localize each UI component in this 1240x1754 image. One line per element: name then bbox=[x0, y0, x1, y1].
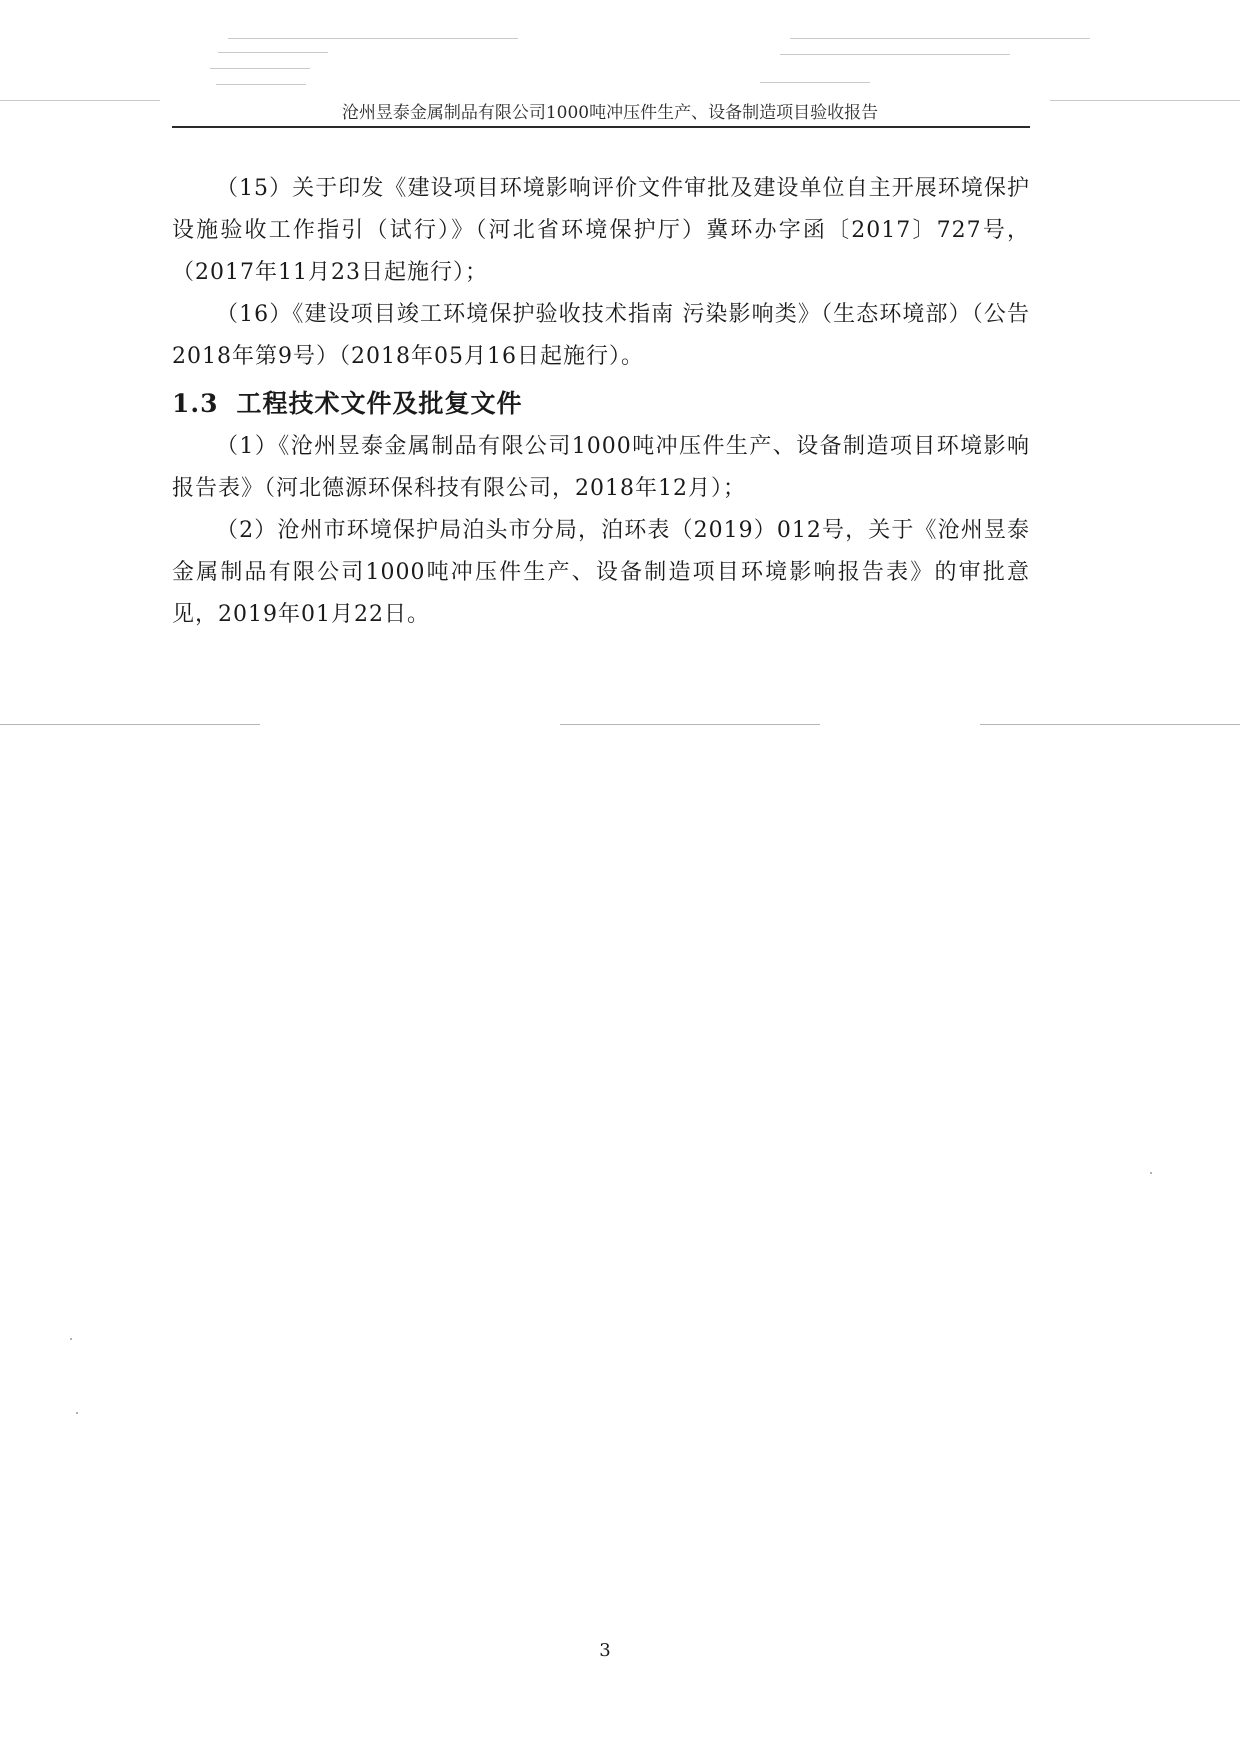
running-header-title: 沧州昱泰金属制品有限公司1000吨冲压件生产、设备制造项目验收报告 bbox=[341, 103, 879, 123]
scan-speck bbox=[1150, 1172, 1152, 1174]
scan-artifact-line bbox=[980, 724, 1240, 725]
section-title: 工程技术文件及批复文件 bbox=[236, 389, 523, 418]
scan-artifact-line bbox=[218, 52, 328, 53]
scan-artifact-line bbox=[210, 68, 310, 69]
scan-artifact-line bbox=[790, 38, 1090, 39]
scan-speck bbox=[76, 1412, 78, 1414]
section-number: 1.3 bbox=[172, 389, 219, 418]
technical-document-item-1: （1）《沧州昱泰金属制品有限公司1000吨冲压件生产、设备制造项目环境影响报告表》（河北德源环保科技有限公司，2018年12月）； bbox=[172, 434, 1030, 501]
scan-artifact-line bbox=[228, 38, 518, 39]
scan-artifact-line bbox=[0, 100, 160, 101]
scan-artifact-line bbox=[780, 54, 1010, 55]
scan-artifact-line bbox=[1050, 100, 1240, 101]
scan-artifact-line bbox=[560, 724, 820, 725]
page-number: 3 bbox=[599, 1640, 611, 1661]
reference-item-15: （15）关于印发《建设项目环境影响评价文件审批及建设单位自主开展环境保护设施验收工作指引（试行）》（河北省环境保护厅）冀环办字函〔2017〕727号，（2017年11月23日起施行）； bbox=[172, 176, 1030, 285]
technical-document-item-2: （2）沧州市环境保护局泊头市分局，泊环表（2019）012号，关于《沧州昱泰金属制品有限公司1000吨冲压件生产、设备制造项目环境影响报告表》的审批意见，2019年01月22日。 bbox=[172, 518, 1030, 627]
document-body bbox=[172, 168, 1030, 636]
scan-artifact-line bbox=[216, 84, 306, 85]
scan-speck bbox=[70, 1338, 72, 1340]
scan-artifact-line bbox=[0, 724, 260, 725]
section-heading bbox=[172, 382, 1030, 426]
header-rule bbox=[172, 126, 1030, 128]
reference-item-16: （16）《建设项目竣工环境保护验收技术指南 污染影响类》（生态环境部）（公告2018年第9号）（2018年05月16日起施行）。 bbox=[172, 302, 1030, 369]
scan-artifact-line bbox=[760, 82, 870, 83]
